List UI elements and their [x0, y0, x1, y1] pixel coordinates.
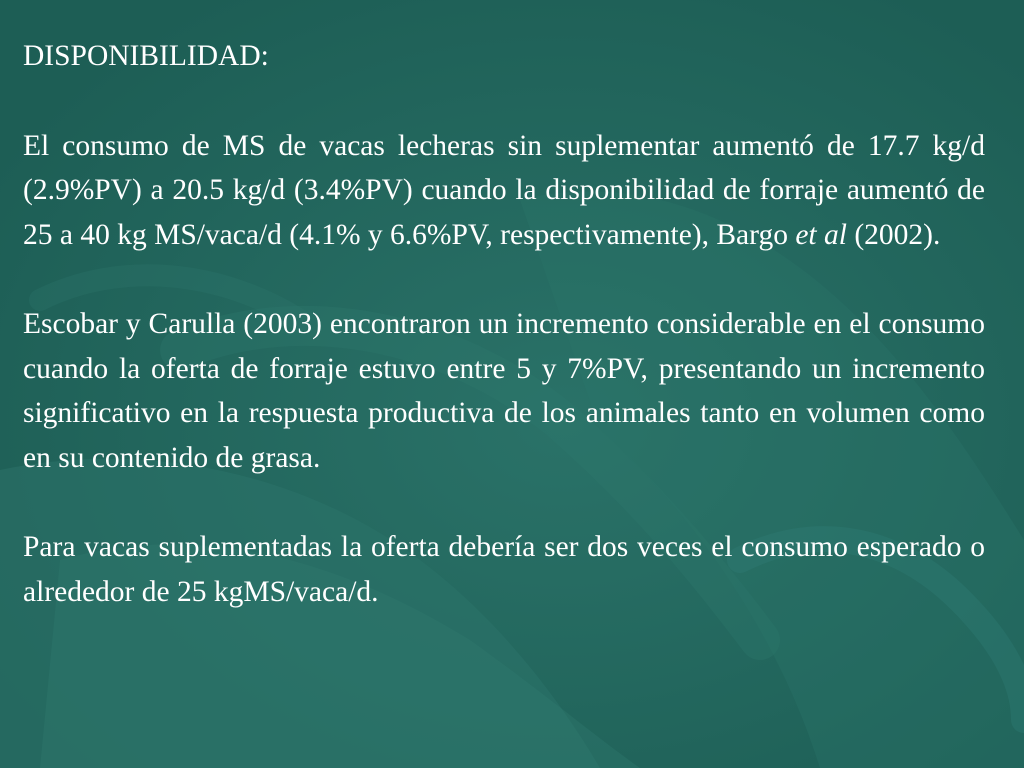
paragraph-1-text-end: (2002).: [846, 218, 941, 251]
paragraph-1-italic: et al: [795, 218, 847, 251]
spacer: [23, 257, 985, 302]
spacer: [23, 79, 985, 124]
paragraph-escobar-carulla: Escobar y Carulla (2003) encontraron un incremento considerable en el consumo cuando la oferta de forraje estuvo entre 5 y 7%PV, presentando un incremento significativo en la respuesta productiva de los animales tanto en volumen como en su contenido de grasa.: [23, 308, 985, 474]
spacer: [23, 480, 985, 525]
paragraph-1-text: El consumo de MS de vacas lecheras sin suplementar aumentó de 17.7 kg/d (2.9%PV) a 20.5 kg/d (3.4%PV) cuando la disponibilidad de forraje aumentó de 25 a 40 kg MS/vaca/d (4.1% y 6.6%PV, respectivamente), Bargo: [23, 129, 985, 251]
paragraph-supplemented-cows: Para vacas suplementadas la oferta debería ser dos veces el consumo esperado o alrededor de 25 kgMS/vaca/d.: [23, 531, 985, 608]
paragraph-intake-availability: [23, 124, 985, 258]
section-heading: DISPONIBILIDAD:: [23, 40, 269, 72]
slide-content: [23, 34, 985, 614]
